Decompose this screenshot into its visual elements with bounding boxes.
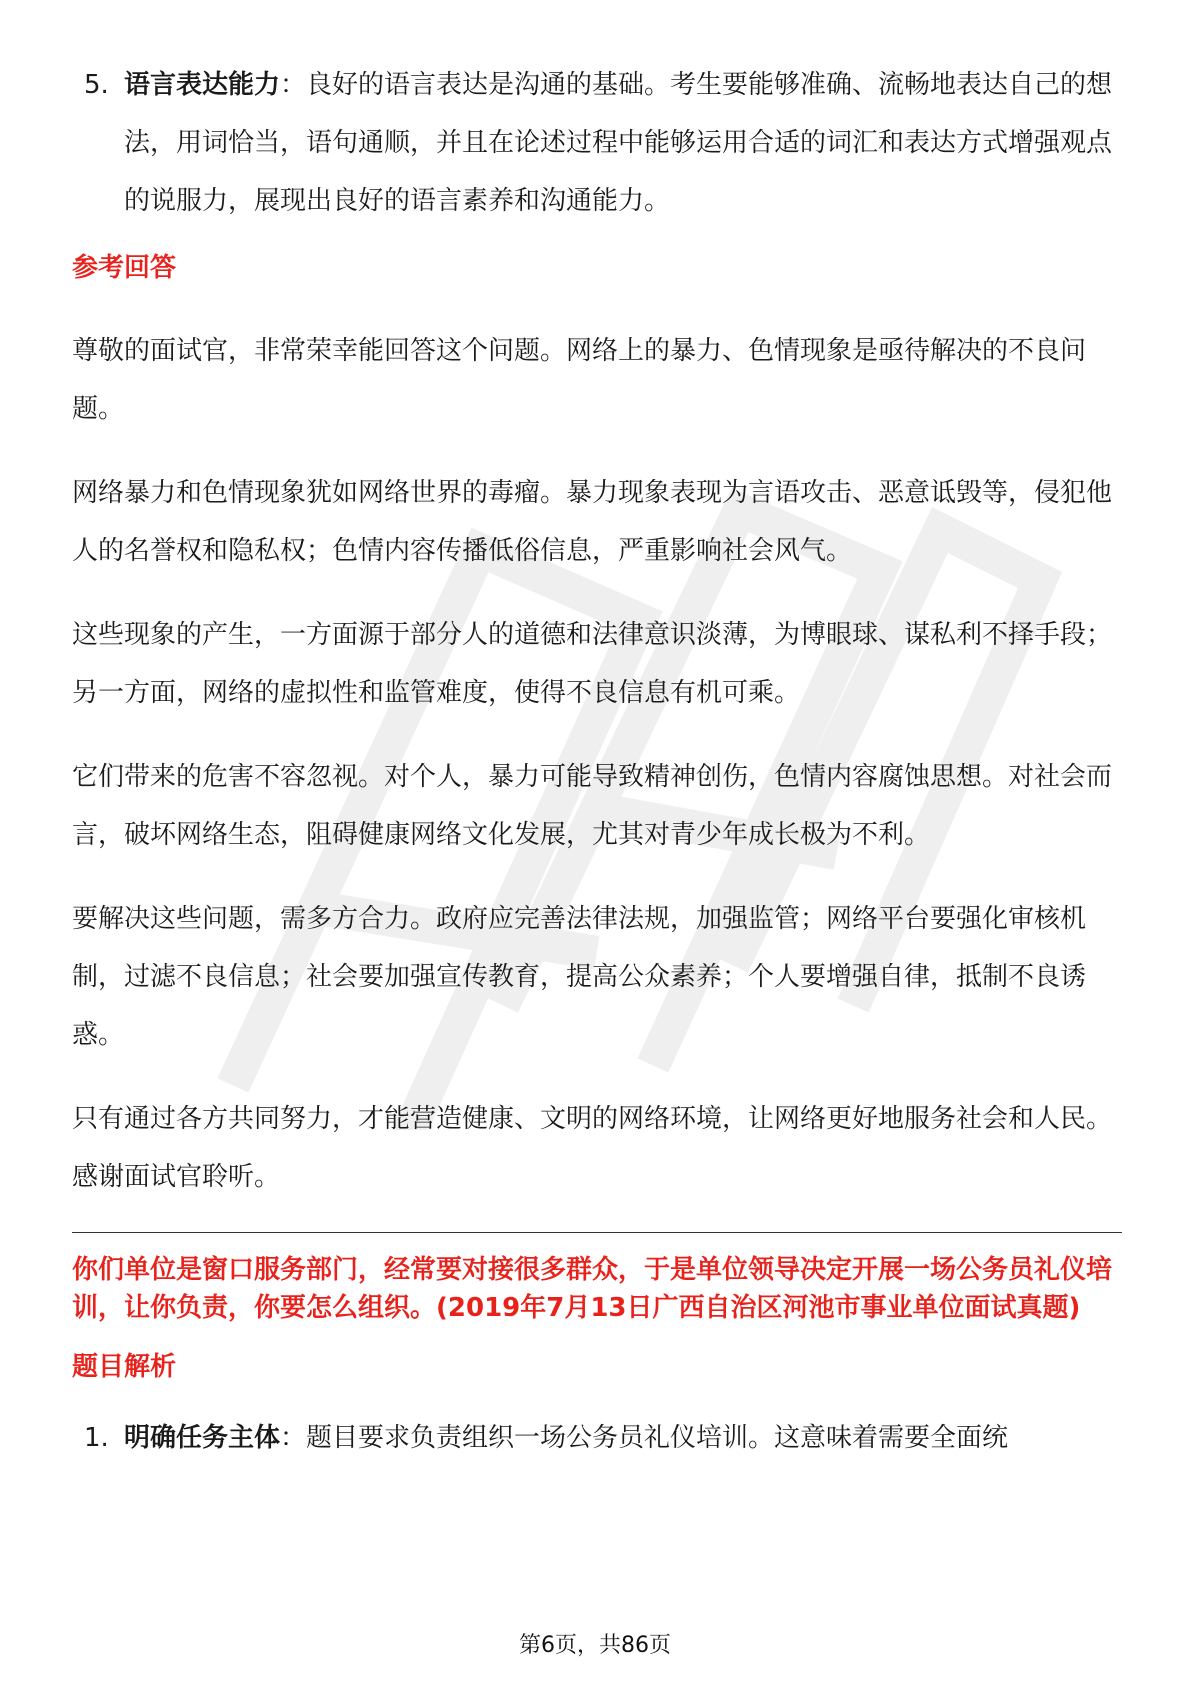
interview-question: 你们单位是窗口服务部门，经常要对接很多群众，于是单位领导决定开展一场公务员礼仪培训，让你负责，你要怎么组织。(2019年7月13日广西自治区河池市事业单位面试真题) xyxy=(72,1255,1113,1323)
analysis-item-term: 明确任务主体 xyxy=(124,1423,281,1453)
analysis-item-colon: ： xyxy=(280,1423,307,1453)
answer-paragraph: 网络暴力和色情现象犹如网络世界的毒瘤。暴力现象表现为言语攻击、恶意诋毁等，侵犯他人的名誉权和隐私权；色情内容传播低俗信息，严重影响社会风气。 xyxy=(72,478,1113,566)
reference-answer-heading: 参考回答 xyxy=(72,253,177,283)
criteria-item-number: 5. xyxy=(84,70,109,100)
criteria-item-text: 良好的语言表达是沟通的基础。考生要能够准确、流畅地表达自己的想法，用词恰当，语句通顺，并且在论述过程中能够运用合适的词汇和表达方式增强观点的说服力，展现出良好的语言素养和沟通能力。 xyxy=(124,70,1113,216)
page-number-footer: 第6页，共86页 xyxy=(519,1633,671,1658)
analysis-item-text: 题目要求负责组织一场公务员礼仪培训。这意味着需要全面统 xyxy=(306,1423,1009,1453)
criteria-item-language xyxy=(72,56,1122,230)
analysis-item xyxy=(72,1409,1122,1467)
document-page xyxy=(72,56,1122,1467)
criteria-item-colon: ： xyxy=(280,70,307,100)
answer-paragraph: 要解决这些问题，需多方合力。政府应完善法律法规，加强监管；网络平台要强化审核机制，过滤不良信息；社会要加强宣传教育，提高公众素养；个人要增强自律，抵制不良诱惑。 xyxy=(72,904,1087,1050)
answer-paragraph: 这些现象的产生，一方面源于部分人的道德和法律意识淡薄，为博眼球、谋私利不择手段；另一方面，网络的虚拟性和监管难度，使得不良信息有机可乘。 xyxy=(72,620,1113,708)
criteria-item-term: 语言表达能力 xyxy=(124,70,281,100)
section-divider xyxy=(72,1232,1122,1233)
answer-paragraph: 只有通过各方共同努力，才能营造健康、文明的网络环境，让网络更好地服务社会和人民。感谢面试官聆听。 xyxy=(72,1104,1113,1192)
analysis-heading: 题目解析 xyxy=(72,1352,177,1382)
answer-paragraph: 尊敬的面试官，非常荣幸能回答这个问题。网络上的暴力、色情现象是亟待解决的不良问题。 xyxy=(72,336,1087,424)
analysis-item-number: 1. xyxy=(84,1423,109,1453)
answer-paragraph: 它们带来的危害不容忽视。对个人，暴力可能导致精神创伤，色情内容腐蚀思想。对社会而言，破坏网络生态，阻碍健康网络文化发展，尤其对青少年成长极为不利。 xyxy=(72,762,1113,850)
